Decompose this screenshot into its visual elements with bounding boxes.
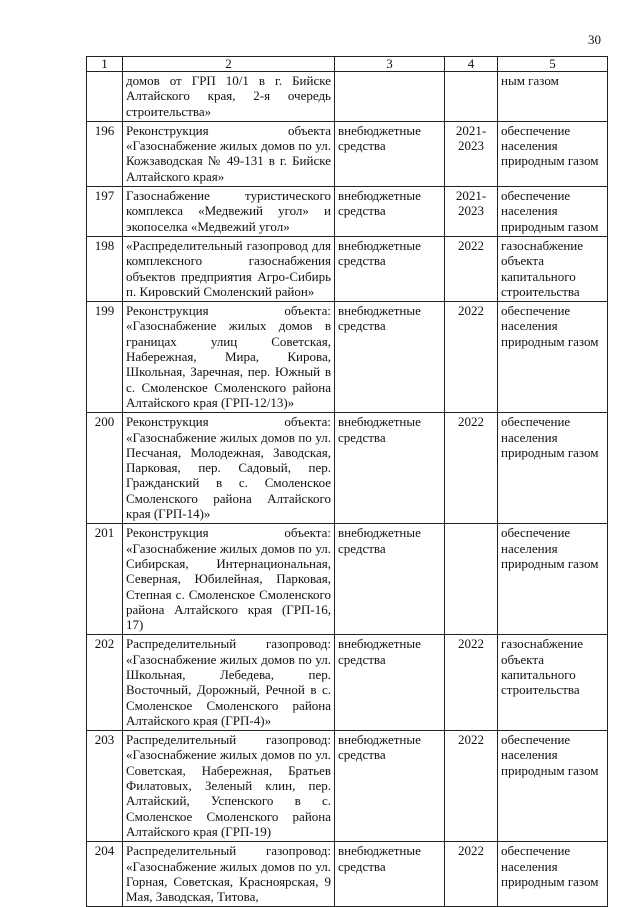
header-cell: 3 (335, 57, 445, 72)
year-cell: 2022 (445, 236, 498, 301)
funding-source-cell: внебюджетные средства (335, 236, 445, 301)
object-name-cell: домов от ГРП 10/1 в г. Бийске Алтайского края, 2-я очередь строительства» (123, 72, 335, 122)
year-cell: 2022 (445, 635, 498, 731)
row-number-cell: 204 (87, 842, 123, 907)
funding-source-cell: внебюджетные средства (335, 842, 445, 907)
year-cell (445, 524, 498, 635)
table-row (87, 187, 608, 237)
object-name-cell: Распределительный газопровод: «Газоснабжение жилых домов по ул. Горная, Советская, Красноярская, 9 Мая, Заводская, Титова, (123, 842, 335, 907)
page-number: 30 (588, 32, 601, 47)
table-row (87, 524, 608, 635)
row-number-cell: 199 (87, 302, 123, 413)
funding-source-cell: внебюджетные средства (335, 413, 445, 524)
object-name-cell: «Распределительный газопровод для комплексного газоснабжения объектов предприятия Агро-Сибирь п. Кировский Смоленский район» (123, 236, 335, 301)
funding-source-cell: внебюджетные средства (335, 121, 445, 186)
row-number-cell (87, 72, 123, 122)
object-name-cell: Реконструкция объекта «Газоснабжение жилых домов по ул. Кожзаводская № 49-131 в г. Бийске Алтайского края» (123, 121, 335, 186)
table-row (87, 731, 608, 842)
object-name-cell: Распределительный газопровод: «Газоснабжение жилых домов по ул. Советская, Набережная, Братьев Филатовых, Зеленый клин, пер. Алтайский, Успенского в с. Смоленское Смоленского района Алтайского края (ГРП-19) (123, 731, 335, 842)
header-cell: 2 (123, 57, 335, 72)
row-number-cell: 201 (87, 524, 123, 635)
purpose-cell: обеспечение населения природным газом (498, 302, 608, 413)
purpose-cell: обеспечение населения природным газом (498, 121, 608, 186)
table-row (87, 842, 608, 907)
object-name-cell: Распределительный газопровод: «Газоснабжение жилых домов по ул. Школьная, Лебедева, пер. Восточный, Дорожный, Речной в с. Смоленское Смоленского района Алтайского края (ГРП-4)» (123, 635, 335, 731)
funding-source-cell: внебюджетные средства (335, 524, 445, 635)
header-cell: 5 (498, 57, 608, 72)
year-cell: 2022 (445, 731, 498, 842)
year-cell: 2022 (445, 413, 498, 524)
table-row (87, 236, 608, 301)
row-number-cell: 200 (87, 413, 123, 524)
table-row (87, 72, 608, 122)
row-number-cell: 203 (87, 731, 123, 842)
table-row (87, 302, 608, 413)
header-row (87, 57, 608, 72)
year-cell: 2021- 2023 (445, 187, 498, 237)
program-table (86, 56, 608, 907)
purpose-cell: обеспечение населения природным газом (498, 187, 608, 237)
object-name-cell: Газоснабжение туристического комплекса «Медвежий угол» и экопоселка «Медвежий угол» (123, 187, 335, 237)
year-cell: 2021- 2023 (445, 121, 498, 186)
row-number-cell: 202 (87, 635, 123, 731)
table-row (87, 121, 608, 186)
purpose-cell: ным газом (498, 72, 608, 122)
funding-source-cell: внебюджетные средства (335, 302, 445, 413)
object-name-cell: Реконструкция объекта: «Газоснабжение жилых домов по ул. Сибирская, Интернациональная, Северная, Юбилейная, Парковая, Степная с. Смоленское Смоленского района Алтайского края (ГРП-16, 17) (123, 524, 335, 635)
year-cell (445, 72, 498, 122)
purpose-cell: обеспечение населения природным газом (498, 413, 608, 524)
purpose-cell: газоснабжение объекта капитального строительства (498, 635, 608, 731)
purpose-cell: газоснабжение объекта капитального строительства (498, 236, 608, 301)
funding-source-cell: внебюджетные средства (335, 635, 445, 731)
table-row (87, 635, 608, 731)
year-cell: 2022 (445, 302, 498, 413)
year-cell: 2022 (445, 842, 498, 907)
row-number-cell: 196 (87, 121, 123, 186)
purpose-cell: обеспечение населения природным газом (498, 524, 608, 635)
header-cell: 1 (87, 57, 123, 72)
funding-source-cell: внебюджетные средства (335, 731, 445, 842)
purpose-cell: обеспечение населения природным газом (498, 731, 608, 842)
object-name-cell: Реконструкция объекта: «Газоснабжение жилых домов в границах улиц Советская, Набережная, Мира, Кирова, Школьная, Заречная, пер. Южный в с. Смоленское Смоленского района Алтайского края (ГРП-12/13)» (123, 302, 335, 413)
header-cell: 4 (445, 57, 498, 72)
purpose-cell: обеспечение населения природным газом (498, 842, 608, 907)
funding-source-cell (335, 72, 445, 122)
row-number-cell: 197 (87, 187, 123, 237)
table-row (87, 413, 608, 524)
row-number-cell: 198 (87, 236, 123, 301)
funding-source-cell: внебюджетные средства (335, 187, 445, 237)
object-name-cell: Реконструкция объекта: «Газоснабжение жилых домов по ул. Песчаная, Молодежная, Заводская, Парковая, пер. Садовый, пер. Гражданский в с. Смоленское Смоленского района Алтайского края (ГРП-14)» (123, 413, 335, 524)
